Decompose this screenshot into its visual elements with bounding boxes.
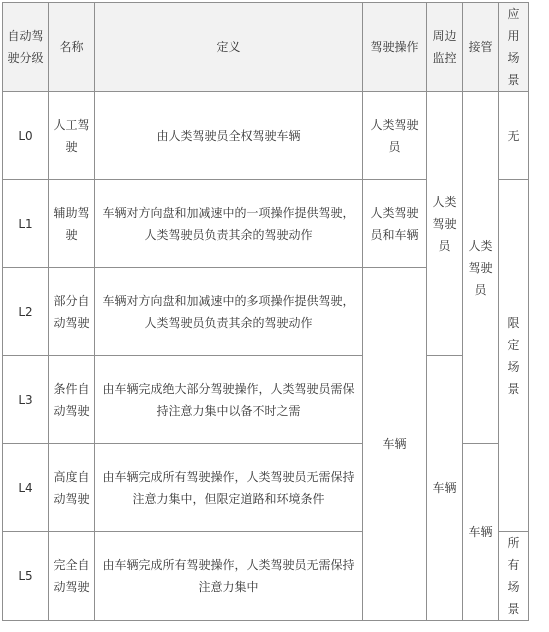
header-monitoring: 周边监控 <box>427 3 463 92</box>
scenario-cell-none: 无 <box>499 92 529 180</box>
level-cell: L1 <box>3 180 49 268</box>
definition-cell: 由车辆完成所有驾驶操作，人类驾驶员无需保持注意力集中，但限定道路和环境条件 <box>95 444 363 532</box>
driving-cell-l0: 人类驾驶员 <box>363 92 427 180</box>
scenario-cell-limited: 限定场景 <box>499 180 529 532</box>
header-name: 名称 <box>49 3 95 92</box>
name-cell: 部分自动驾驶 <box>49 268 95 356</box>
header-definition: 定义 <box>95 3 363 92</box>
definition-cell: 由车辆完成所有驾驶操作，人类驾驶员无需保持注意力集中 <box>95 532 363 621</box>
definition-cell: 由车辆完成绝大部分驾驶操作，人类驾驶员需保持注意力集中以备不时之需 <box>95 356 363 444</box>
name-cell: 高度自动驾驶 <box>49 444 95 532</box>
header-scenario: 应用场景 <box>499 3 529 92</box>
definition-cell: 由人类驾驶员全权驾驶车辆 <box>95 92 363 180</box>
level-cell: L5 <box>3 532 49 621</box>
header-takeover: 接管 <box>463 3 499 92</box>
scenario-cell-all: 所有场景 <box>499 532 529 621</box>
table-row-l0 <box>3 92 529 180</box>
name-cell: 辅助驾驶 <box>49 180 95 268</box>
name-cell: 完全自动驾驶 <box>49 532 95 621</box>
header-level: 自动驾驶分级 <box>3 3 49 92</box>
definition-cell: 车辆对方向盘和加减速中的多项操作提供驾驶，人类驾驶员负责其余的驾驶动作 <box>95 268 363 356</box>
monitoring-cell-human: 人类驾驶员 <box>427 92 463 356</box>
name-cell: 人工驾驶 <box>49 92 95 180</box>
name-cell: 条件自动驾驶 <box>49 356 95 444</box>
takeover-cell-vehicle: 车辆 <box>463 444 499 621</box>
level-cell: L3 <box>3 356 49 444</box>
autonomy-levels-table <box>2 2 529 621</box>
level-cell: L0 <box>3 92 49 180</box>
header-row <box>3 3 529 92</box>
takeover-cell-human: 人类驾驶员 <box>463 92 499 444</box>
definition-cell: 车辆对方向盘和加减速中的一项操作提供驾驶，人类驾驶员负责其余的驾驶动作 <box>95 180 363 268</box>
level-cell: L4 <box>3 444 49 532</box>
driving-cell-vehicle: 车辆 <box>363 268 427 621</box>
driving-cell-l1: 人类驾驶员和车辆 <box>363 180 427 268</box>
table-row-l3 <box>3 356 529 444</box>
header-driving: 驾驶操作 <box>363 3 427 92</box>
monitoring-cell-vehicle: 车辆 <box>427 356 463 621</box>
level-cell: L2 <box>3 268 49 356</box>
